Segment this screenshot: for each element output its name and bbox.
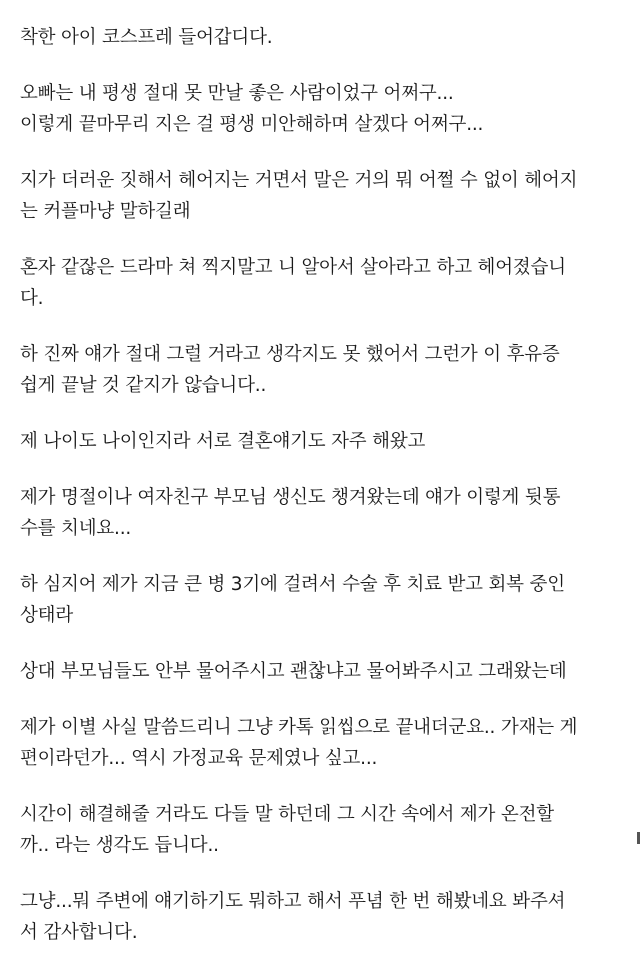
post-body (20, 22, 624, 973)
text-line: 오빠는 내 평생 절대 못 만날 좋은 사람이었구 어쩌구... (20, 83, 454, 104)
paragraph-2 (20, 78, 624, 140)
paragraph-3 (20, 165, 624, 227)
text-line: 다. (20, 288, 44, 309)
text-line: 수를 치네요... (20, 518, 132, 539)
text-line: 제가 명절이나 여자친구 부모님 생신도 챙겨왔는데 얘가 이렇게 뒷통 (20, 487, 561, 508)
paragraph-7 (20, 482, 624, 544)
paragraph-8 (20, 569, 624, 631)
text-line: 는 커플마냥 말하길래 (20, 201, 191, 222)
paragraph-10 (20, 712, 624, 774)
text-line: 쉽게 끝날 것 같지가 않습니다.. (20, 375, 267, 396)
paragraph-6 (20, 426, 624, 457)
text-line: 그냥...뭐 주변에 얘기하기도 뭐하고 해서 푸념 한 번 해봤네요 봐주셔 (20, 891, 566, 912)
text-line: 이렇게 끝마무리 지은 걸 평생 미안해하며 살겠다 어쩌구... (20, 114, 484, 135)
text-line: 하 진짜 얘가 절대 그럴 거라고 생각지도 못 했어서 그런가 이 후유증 (20, 344, 560, 365)
text-line: 상태라 (20, 605, 74, 626)
text-line: 편이라던가... 역시 가정교육 문제였나 싶고... (20, 748, 378, 769)
paragraph-12 (20, 886, 624, 948)
paragraph-5 (20, 339, 624, 401)
text-line: 까.. 라는 생각도 듭니다.. (20, 835, 219, 856)
paragraph-4 (20, 252, 624, 314)
text-line: 상대 부모님들도 안부 물어주시고 괜찮냐고 물어봐주시고 그래왔는데 (20, 661, 567, 682)
paragraph-11 (20, 799, 624, 861)
text-line: 혼자 같잖은 드라마 쳐 찍지말고 니 알아서 살아라고 하고 헤어졌습니 (20, 257, 566, 278)
text-line: 지가 더러운 짓해서 헤어지는 거면서 말은 거의 뭐 어쩔 수 없이 헤어지 (20, 170, 578, 191)
text-line: 제 나이도 나이인지라 서로 결혼얘기도 자주 해왔고 (20, 431, 426, 452)
text-line: 제가 이별 사실 말씀드리니 그냥 카톡 읽씹으로 끝내더군요.. 가재는 게 (20, 717, 578, 738)
text-line: 착한 아이 코스프레 들어갑디다. (20, 27, 273, 48)
paragraph-1 (20, 22, 624, 53)
text-line: 하 심지어 제가 지금 큰 병 3기에 걸려서 수술 후 치료 받고 회복 중인 (20, 574, 565, 595)
text-line: 시간이 해결해줄 거라도 다들 말 하던데 그 시간 속에서 제가 온전할 (20, 804, 554, 825)
paragraph-9 (20, 656, 624, 687)
text-line: 서 감사합니다. (20, 922, 138, 943)
